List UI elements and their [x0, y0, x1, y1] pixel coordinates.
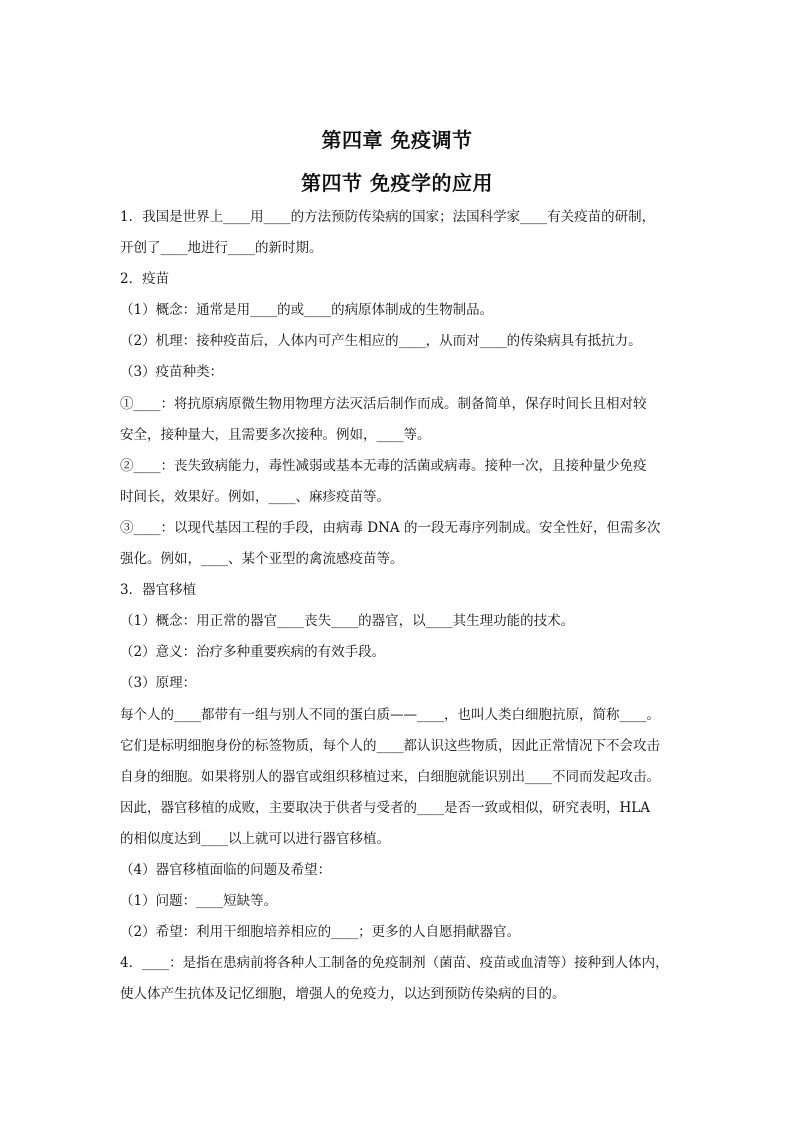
text-line: 开创了____地进行____的新时期。 [120, 240, 323, 257]
text-line: （2）意义：治疗多种重要疾病的有效手段。 [120, 644, 386, 661]
chapter-title: 第四章 免疫调节 [321, 128, 473, 152]
text-line: （3）疫苗种类： [120, 364, 224, 381]
text-line: 安全，接种量大，且需要多次接种。例如，____等。 [120, 426, 431, 443]
text-line: （2）机理：接种疫苗后，人体内可产生相应的____，从而对____的传染病具有抵抗力。 [120, 333, 642, 350]
section-title: 第四节 免疫学的应用 [301, 171, 493, 195]
text-line: （4）器官移植面临的问题及希望： [120, 861, 332, 878]
text-line: ③____：以现代基因工程的手段，由病毒 DNA 的一段无毒序列制成。安全性好，但需多次 [120, 519, 661, 536]
text-line: ②____：丧失致病能力，毒性减弱或基本无毒的活菌或病毒。接种一次，且接种量少免疫 [120, 457, 647, 474]
section-heading: 3．器官移植 [120, 582, 197, 599]
worksheet-body [120, 202, 680, 1010]
text-line: 它们是标明细胞身份的标签物质，每个人的____都认识这些物质，因此正常情况下不会攻击 [120, 737, 660, 754]
text-line: 自身的细胞。如果将别人的器官或组织移植过来，白细胞就能识别出____不同而发起攻击。 [120, 768, 660, 785]
text-line: 1．我国是世界上____用____的方法预防传染病的国家；法国科学家____有关疫苗的研制， [120, 209, 656, 225]
section-heading: 2．疫苗 [120, 271, 170, 288]
text-line: 4．____：是指在患病前将各种人工制备的免疫制剂（菌苗、疫苗或血清等）接种到人体内， [120, 955, 669, 972]
text-line: （1）问题：____短缺等。 [120, 893, 278, 910]
text-line: ①____：将抗原病原微生物用物理方法灭活后制作而成。制备简单，保存时间长且相对较 [120, 395, 647, 412]
text-line: （1）概念：用正常的器官____丧失____的器官，以____其生理功能的技术。 [120, 613, 575, 630]
text-line: 每个人的____都带有一组与别人不同的蛋白质——____，也叫人类白细胞抗原，简称____。 [120, 706, 660, 723]
text-line: （2）希望：利用干细胞培养相应的____；更多的人自愿捐献器官。 [120, 924, 521, 941]
text-line: 时间长，效果好。例如，____、麻疹疫苗等。 [120, 488, 390, 505]
text-line: （1）概念：通常是用____的或____的病原体制成的生物制品。 [120, 302, 494, 319]
text-line: 使人体产生抗体及记忆细胞，增强人的免疫力，以达到预防传染病的目的。 [120, 986, 566, 1003]
text-line: 的相似度达到____以上就可以进行器官移植。 [120, 830, 390, 847]
text-line: 强化。例如，____、某个亚型的禽流感疫苗等。 [120, 551, 404, 568]
text-line: 因此，器官移植的成败，主要取决于供者与受者的____是否一致或相似，研究表明，HLA [120, 799, 650, 816]
text-line: （3）原理： [120, 675, 197, 692]
